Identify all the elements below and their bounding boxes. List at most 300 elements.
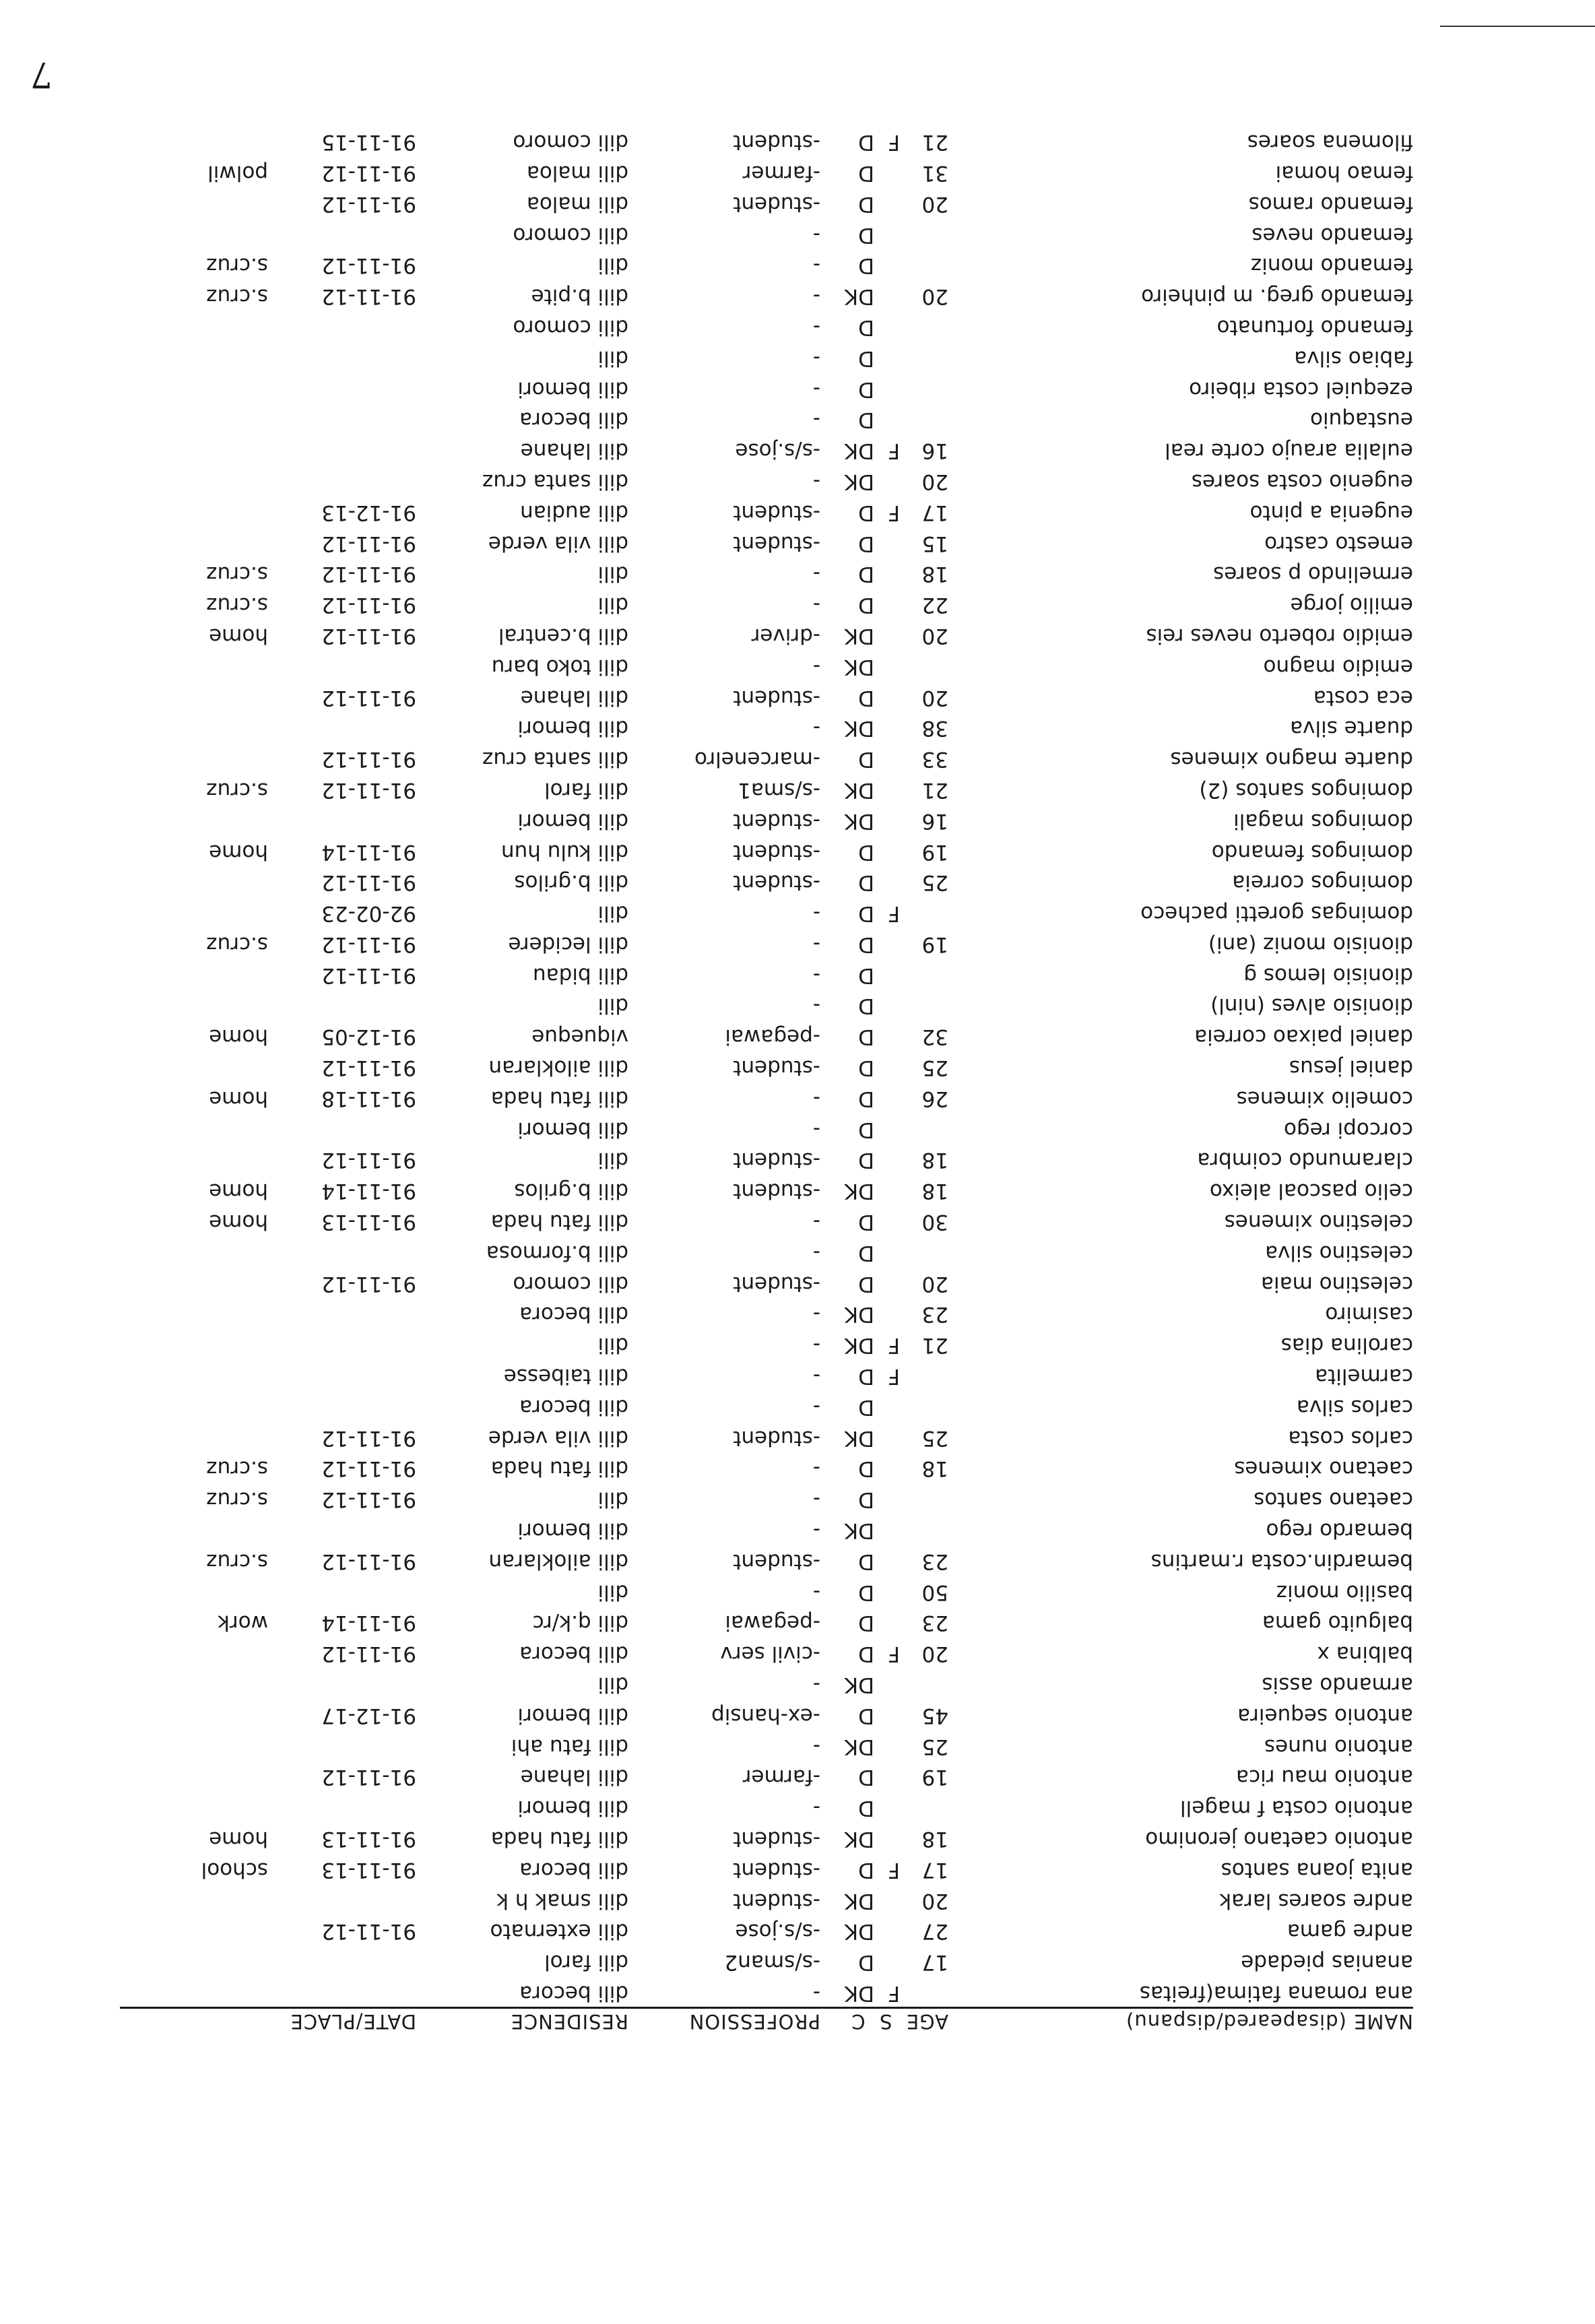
bottom-rule [1440,26,1595,27]
cell-date: 91-11-12 [321,1642,416,1667]
cell-name: femando neves [1251,222,1413,247]
cell-place: school [201,1857,268,1882]
cell-profession: - [812,1086,820,1111]
cell-residence: dili [597,1673,628,1698]
cell-age: 19 [921,932,948,957]
cell-name: eulalia araujo corte real [1165,439,1413,463]
cell-residence: dili ailoklaran [488,1056,628,1080]
cell-profession: -student [733,808,820,833]
cell-date: 91-11-12 [321,1456,416,1481]
cell-profession: - [812,994,820,1019]
cell-name: ermelindo p soares [1213,562,1413,587]
cell-c: DK [844,1518,874,1543]
table-row [120,495,1413,526]
cell-profession: -student [733,130,820,155]
cell-name: emilio jorge [1290,593,1413,618]
table-row [120,989,1413,1020]
table-row [120,1297,1413,1328]
cell-name: fabiao silva [1294,346,1413,370]
cell-c: D [858,593,874,618]
cell-residence: dili fatu ahi [511,1734,628,1759]
table-row [120,1421,1413,1452]
cell-date: 91-11-12 [321,1425,416,1450]
cell-place: s.cruz [206,1456,268,1481]
cell-c: DK [844,777,874,802]
cell-age: 20 [921,1642,948,1667]
page-number: 7 [30,54,53,94]
cell-age: 20 [921,469,948,494]
cell-date: 91-11-12 [321,777,416,802]
cell-age: 15 [921,531,948,556]
cell-c: D [858,870,874,895]
cell-c: D [858,500,874,525]
cell-name: emesto castro [1264,531,1413,556]
cell-date: 91-11-18 [321,1086,416,1111]
cell-name: femando moniz [1250,253,1413,278]
cell-residence: dili [597,562,628,587]
cell-profession: -farmer [742,160,820,185]
cell-name: balguito gama [1262,1611,1413,1636]
cell-name: filomena soares [1247,130,1413,155]
cell-residence: dili [597,346,628,370]
cell-profession: - [812,1302,820,1327]
cell-place: polwil [207,160,268,185]
cell-profession: -ex-hansip [711,1703,820,1728]
cell-date: 91-11-12 [321,870,416,895]
cell-age: 19 [921,839,948,864]
cell-profession: -s/sman2 [724,1950,820,1975]
cell-name: antonio mau rica [1236,1765,1413,1790]
table-row [120,341,1413,372]
table-row [120,1760,1413,1791]
cell-profession: - [812,1518,820,1543]
cell-age: 50 [921,1580,948,1605]
cell-c: D [858,562,874,587]
table-row [120,464,1413,495]
cell-age: 18 [921,1148,948,1173]
cell-residence: dili maloa [526,191,628,216]
cell-name: dionisio moniz (ani) [1208,932,1413,957]
cell-name: femao homai [1275,160,1413,185]
cell-name: dionisio lemos g [1243,963,1413,988]
cell-place: home [209,1086,268,1111]
cell-name: comelio ximenes [1236,1086,1413,1111]
cell-age: 20 [921,1888,948,1913]
cell-profession: - [812,1333,820,1358]
cell-residence: dili lahane [520,439,628,463]
header-date-place: DATE/PLACE [290,2010,416,2033]
cell-residence: dili becora [519,1394,628,1419]
cell-c: D [858,1580,874,1605]
cell-age: 20 [921,1271,948,1296]
cell-age: 18 [921,562,948,587]
cell-residence: dili fatu hada [490,1210,628,1235]
cell-residence: dili vila verde [488,1425,628,1450]
table-row [120,1729,1413,1760]
cell-date: 91-11-12 [321,253,416,278]
cell-profession: -student [733,839,820,864]
cell-age: 20 [921,623,948,648]
cell-name: eugenio costa soares [1191,469,1413,494]
cell-profession: - [812,1117,820,1142]
table-row [120,1266,1413,1297]
cell-residence: dili b.grilos [514,870,628,895]
table-row [120,1050,1413,1081]
cell-profession: -student [733,1271,820,1296]
cell-date: 91-11-12 [321,623,416,648]
cell-age: 16 [921,439,948,463]
cell-date: 91-11-13 [321,1827,416,1852]
cell-profession: -marcenelro [694,747,820,772]
cell-date: 91-11-14 [321,1179,416,1204]
cell-name: carlos silva [1296,1394,1413,1419]
table-row [120,218,1413,249]
cell-age: 17 [921,1950,948,1975]
cell-place: home [209,839,268,864]
cell-profession: -student [733,1056,820,1080]
cell-date: 91-11-12 [321,1148,416,1173]
cell-residence: dili [597,593,628,618]
cell-c: D [858,1950,874,1975]
cell-residence: dili comoro [513,130,628,155]
cell-profession: -driver [751,623,820,648]
cell-residence: dili [597,1487,628,1512]
cell-name: balbina x [1317,1642,1413,1667]
cell-residence: dili [597,994,628,1019]
cell-age: 18 [921,1827,948,1852]
cell-age: 26 [921,1086,948,1111]
cell-c: DK [844,716,874,741]
cell-sex: F [888,1981,900,2005]
table-row [120,1667,1413,1698]
table-row [120,587,1413,618]
cell-residence: dili bemori [517,1518,628,1543]
cell-residence: dili [597,253,628,278]
cell-date: 91-11-12 [321,284,416,309]
cell-date: 91-11-12 [321,932,416,957]
cell-profession: -student [733,1179,820,1204]
cell-sex: F [888,1333,900,1358]
cell-age: 17 [921,1857,948,1882]
cell-c: DK [844,1425,874,1450]
cell-c: D [858,160,874,185]
cell-date: 92-02-23 [321,901,416,926]
cell-residence: dili lecidere [508,932,628,957]
cell-date: 91-11-12 [321,1056,416,1080]
cell-name: femando fortunato [1216,315,1413,340]
cell-age: 20 [921,191,948,216]
cell-residence: dili taibesse [503,1364,628,1389]
cell-residence: dili b.formosa [486,1240,628,1265]
cell-profession: -s/s.jose [735,439,820,463]
cell-age: 33 [921,747,948,772]
table-row [120,1513,1413,1544]
cell-place: s.cruz [206,777,268,802]
cell-residence: dili bemori [517,716,628,741]
cell-age: 23 [921,1611,948,1636]
cell-name: celestino ximenes [1224,1210,1413,1235]
cell-residence: viqueque [531,1025,628,1050]
cell-age: 17 [921,500,948,525]
cell-name: carlos costa [1288,1425,1413,1450]
cell-date: 91-11-12 [321,1271,416,1296]
table-row [120,1914,1413,1945]
cell-name: andre soares larak [1219,1888,1413,1913]
table-row [120,526,1413,557]
cell-profession: - [812,1394,820,1419]
cell-residence: dili lahane [520,685,628,710]
table-row [120,1173,1413,1204]
cell-place: home [209,1025,268,1050]
cell-name: armando assis [1262,1673,1413,1698]
table-row [120,1544,1413,1575]
header-name: NAME (disapeared/dispanu) [1126,2010,1413,2033]
table-row [120,1020,1413,1051]
cell-c: D [858,685,874,710]
cell-c: D [858,1642,874,1667]
cell-name: antonio nunes [1264,1734,1413,1759]
cell-profession: - [812,1364,820,1389]
cell-name: domingos correia [1232,870,1413,895]
cell-name: eustaquio [1310,408,1413,432]
cell-c: D [858,222,874,247]
table-row [120,742,1413,773]
cell-profession: - [812,284,820,309]
cell-place: s.cruz [206,284,268,309]
cell-residence: dili [597,901,628,926]
cell-residence: dili farol [544,1950,628,1975]
cell-c: D [858,1210,874,1235]
cell-date: 91-11-12 [321,191,416,216]
cell-date: 91-11-12 [321,1919,416,1944]
cell-age: 31 [921,160,948,185]
cell-name: daniel jesus [1289,1056,1413,1080]
cell-profession: - [812,469,820,494]
cell-date: 91-11-14 [321,839,416,864]
cell-sex: F [888,130,900,155]
cell-name: antonio sequeira [1237,1703,1413,1728]
cell-profession: -civil serv [720,1642,820,1667]
table-row [120,433,1413,464]
cell-c: D [858,1364,874,1389]
cell-profession: - [812,315,820,340]
table-header [120,2007,1413,2034]
table-row [120,125,1413,156]
cell-residence: dili becora [519,1857,628,1882]
cell-age: 19 [921,1765,948,1790]
table-row [120,156,1413,187]
cell-date: 91-11-12 [321,685,416,710]
cell-residence: dili bemori [517,377,628,401]
cell-name: casimiro [1325,1302,1413,1327]
cell-name: domingos santos (2) [1199,777,1413,802]
table-row [120,1883,1413,1914]
cell-c: D [858,839,874,864]
cell-c: D [858,1025,874,1050]
cell-c: DK [844,1981,874,2005]
cell-date: 91-11-12 [321,160,416,185]
cell-sex: F [888,1642,900,1667]
cell-name: celestino silva [1265,1240,1413,1265]
cell-name: femando greg. m pinheiro [1141,284,1413,309]
cell-residence: dili b.central [498,623,628,648]
cell-sex: F [888,500,900,525]
cell-age: 25 [921,1056,948,1080]
cell-name: bemardin.costa r.martins [1150,1549,1413,1574]
table-row [120,279,1413,310]
cell-residence: dili [597,1580,628,1605]
cell-c: DK [844,623,874,648]
header-age-sex-c: AGE S C [851,2010,948,2033]
table-row [120,773,1413,804]
cell-c: DK [844,469,874,494]
cell-c: DK [844,1673,874,1698]
cell-residence: dili [597,1333,628,1358]
cell-place: s.cruz [206,562,268,587]
cell-name: femando ramos [1248,191,1413,216]
cell-profession: - [812,1981,820,2005]
cell-age: 16 [921,808,948,833]
cell-residence: dili farol [544,777,628,802]
cell-name: carmelita [1315,1364,1413,1389]
cell-c: D [858,1240,874,1265]
cell-date: 91-11-12 [321,593,416,618]
cell-residence: dili b.pite [531,284,628,309]
cell-residence: dili becora [519,1642,628,1667]
table-row [120,804,1413,835]
cell-c: DK [844,1333,874,1358]
cell-date: 91-11-13 [321,1210,416,1235]
cell-residence: dili maloa [526,160,628,185]
cell-residence: dili becora [519,1302,628,1327]
cell-c: DK [844,1888,874,1913]
cell-name: bemardo rego [1266,1518,1413,1543]
disappeared-persons-table [120,125,1413,2034]
cell-date: 91-11-13 [321,1857,416,1882]
table-row [120,618,1413,649]
cell-date: 91-11-12 [321,562,416,587]
cell-c: D [858,1703,874,1728]
cell-profession: -pegawai [725,1025,820,1050]
cell-residence: dili fatu hada [490,1827,628,1852]
cell-profession: - [812,1796,820,1821]
cell-c: D [858,253,874,278]
table-row [120,866,1413,897]
table-row [120,1482,1413,1513]
cell-name: basilio moniz [1276,1580,1413,1605]
cell-c: D [858,315,874,340]
cell-profession: - [812,593,820,618]
table-row [120,1821,1413,1852]
cell-place: home [209,1210,268,1235]
cell-residence: dili [597,1148,628,1173]
cell-name: duarte magno ximenes [1170,747,1413,772]
cell-profession: - [812,901,820,926]
cell-date: 91-11-15 [321,130,416,155]
table-row [120,1606,1413,1637]
cell-residence: dili kulu hun [500,839,628,864]
cell-profession: -student [733,685,820,710]
cell-sex: F [888,1364,900,1389]
cell-c: D [858,963,874,988]
cell-profession: - [812,377,820,401]
cell-c: D [858,932,874,957]
cell-date: 91-11-12 [321,531,416,556]
cell-residence: dili b.grilos [514,1179,628,1204]
cell-age: 23 [921,1549,948,1574]
header-profession: PROFESSION [688,2010,820,2033]
cell-name: domingos magali [1233,808,1413,833]
table-row [120,310,1413,341]
cell-profession: - [812,1673,820,1698]
cell-c: D [858,1148,874,1173]
cell-profession: - [812,253,820,278]
table-row [120,557,1413,588]
cell-name: corcopi rego [1283,1117,1413,1142]
cell-profession: - [812,1456,820,1481]
header-residence: RESIDENCE [510,2010,628,2033]
cell-residence: dili comoro [513,222,628,247]
cell-residence: dili bidau [533,963,628,988]
cell-name: domingos femando [1211,839,1413,864]
cell-c: DK [844,1302,874,1327]
cell-profession: -student [733,1888,820,1913]
cell-name: caetano ximenes [1234,1456,1413,1481]
cell-c: DK [844,439,874,463]
cell-c: D [858,994,874,1019]
cell-place: home [209,1179,268,1204]
cell-residence: dili q.k/rc [532,1611,628,1636]
cell-date: 91-11-14 [321,1611,416,1636]
table-row [120,1235,1413,1266]
cell-age: 45 [921,1703,948,1728]
table-row [120,1636,1413,1667]
table-row [120,1204,1413,1235]
cell-c: D [858,1117,874,1142]
cell-c: D [858,531,874,556]
cell-date: 91-11-12 [321,963,416,988]
cell-c: D [858,1487,874,1512]
cell-place: s.cruz [206,253,268,278]
cell-name: claramundo coimbra [1197,1148,1413,1173]
cell-profession: -s/sma1 [738,777,820,802]
cell-name: dionisio alves (ninl) [1210,994,1413,1019]
cell-name: eca costa [1313,685,1413,710]
cell-residence: dili comoro [513,315,628,340]
table-row [120,1328,1413,1359]
cell-profession: -s/s.jose [735,1919,820,1944]
cell-residence: dili vila verde [488,531,628,556]
cell-residence: dili becora [519,408,628,432]
cell-residence: dili toko baru [491,654,628,679]
table-body [120,125,1413,2007]
table-row [120,1852,1413,1883]
cell-profession: -student [733,1425,820,1450]
cell-c: D [858,1796,874,1821]
cell-c: D [858,1765,874,1790]
cell-profession: -student [733,191,820,216]
cell-name: domingas goretti pacheco [1140,901,1413,926]
cell-date: 91-11-12 [321,1487,416,1512]
cell-c: DK [844,1919,874,1944]
cell-age: 18 [921,1456,948,1481]
cell-name: anita joana santos [1220,1857,1413,1882]
cell-c: D [858,1086,874,1111]
cell-residence: dili audian [520,500,628,525]
cell-profession: -student [733,1857,820,1882]
cell-profession: -farmer [742,1765,820,1790]
cell-c: D [858,1394,874,1419]
